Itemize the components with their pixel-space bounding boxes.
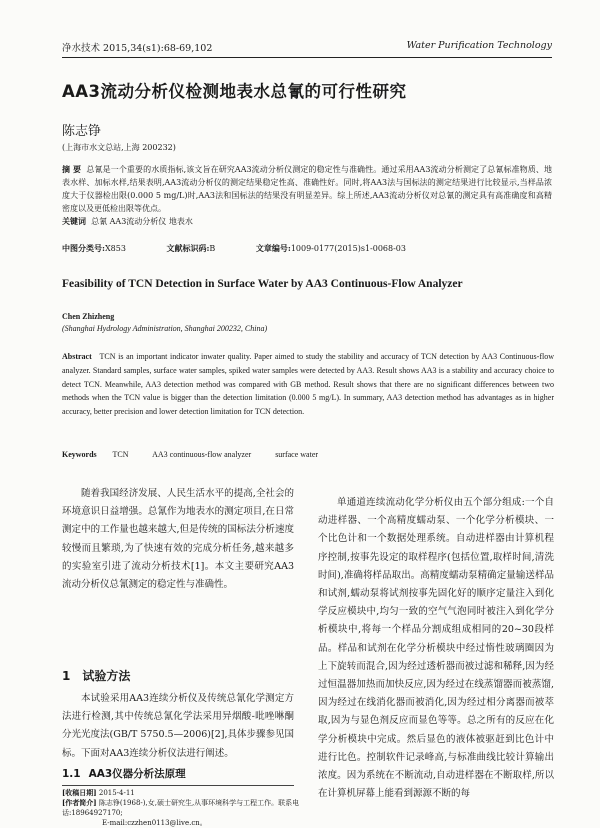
section-1-heading — [62, 667, 130, 684]
section-1-paragraph: 本试验采用AA3连续分析仪及传统总氰化学测定方法进行检测,其中传统总氰化学法采用异烟酸-吡唑啉酮分光光度法(GB/T 5750.5—2006)[2],具体步骤参见国标。下面对AA3连续分析仪法进行阐述。 — [62, 693, 294, 759]
abstract-text-en: TCN is an important indicator inwater quality. Paper aimed to study the stability and accuracy of TCN detection by AA3 Continuous-flow analyzer. Standard samples, surface water samples, spiked water samples were detected by AA3. Result shows AA3 is a stability and accuracy choice to detect TCN. Meanwhile, AA3 detection method was compared with GB method. Result shows that there are no significant differences between two methods when the TCN value is bigger than the detection limitation (0.000 5 mg/L). In summary, AA3 detection method has advantages as in higher accuracy, better precision and lower detection limitation for TCN detection. — [62, 352, 554, 417]
right-column-paragraph: 单通道连续流动化学分析仪由五个部分组成:一个自动进样器、一个高精度蠕动泵、一个化学分析模块、一个比色计和一个数据处理系统。自动进样器由计算机程序控制,按事先设定的取样程序(包括位置,取样时间,清洗时间),准确将样品取出。高精度蠕动泵精确定量输送样品和试剂,蠕动泵将试剂按事先固化好的顺序定量注入到化学反应模块中,均匀一致的空气气泡同时被注入到化学分析模块中,将每一个样品分割成组成相同的20~30段样品。样品和试剂在化学分析模块中经过惰性玻璃圈因为上下旋转而混合,因为经过透析器而被过滤和稀释,因为经过恒温器加热而加快反应,因为经过在线蒸馏器而被蒸馏,因为经过在线消化器而被消化,因为经过相分离器而被萃取,因为与显色剂反应而显色等等。总之所有的反应在化学分析模块中完成。然后显色的液体被驱赶到比色计中进行比色。控制软件记录峰高,与标准曲线比较计算输出浓度。因为系统在不断流动,自动进样器在不断取样,所以在计算机屏幕上能看到源源不断的每 — [318, 497, 554, 800]
author-bio: 陈志铮(1968-),女,硕士研究生,从事环境科学与工程工作。联系电话:18964927170; — [62, 799, 300, 817]
article-no-field: 文章编号:1009-0177(2015)s1-0068-03 — [255, 243, 406, 253]
author-en: Chen Zhizheng — [62, 312, 115, 321]
clc-field: 中图分类号:X853 — [62, 243, 126, 253]
abstract-text-cn: 总氰是一个重要的水质指标,该文旨在研究AA3流动分析仪测定的稳定性与准确性。通过采用AA3流动分析测定了总氰标准物质、地表水样、加标水样,结果表明,AA3流动分析仪的测定结果稳定性高、准确性好。同时,将AA3法与国标法的测定结果进行比较显示,当样品浓度大于仪器检出限(0.000 5 mg/L)时,AA3法和国标法的结果没有明显差异。综上所述,AA3流动分析仪对总氰的测定具有高准确度和高精密度以及更低检出限等优点。 — [62, 165, 552, 213]
section-1-title: 试验方法 — [82, 669, 131, 683]
footnote: [收稿日期] 2015-4-11 [作者简介] 陈志铮(1968-),女,硕士研究生,从事环境科学与工程工作。联系电话:18964927170; E-mail:czzhen0113@live.cn。 — [62, 785, 302, 828]
author-cn: 陈志铮 — [62, 124, 102, 139]
section-1-1-title: AA3仪器分析法原理 — [88, 768, 186, 780]
abstract-cn — [62, 163, 552, 228]
affiliation-en: (Shanghai Hydrology Administration, Shanghai 200232, China) — [62, 324, 268, 333]
left-column-intro — [62, 485, 294, 594]
journal-citation: 净水技术 2015,34(s1):68-69,102 — [62, 43, 213, 54]
abstract-label-en: Abstract — [62, 352, 92, 361]
section-1-1-heading — [62, 766, 186, 781]
header-rule — [62, 57, 552, 58]
doc-code-field: 文献标识码:B — [166, 243, 216, 253]
keyword-item: TCN — [112, 450, 129, 459]
keywords-label-en: Keywords — [62, 450, 97, 459]
right-column — [318, 494, 554, 803]
author-email: E-mail:czzhen0113@live.cn。 — [102, 819, 207, 827]
journal-name-en: Water Purification Technology — [406, 40, 552, 51]
keyword-item: AA3 continuous-flow analyzer — [152, 450, 252, 459]
article-title-en: Feasibility of TCN Detection in Surface Water by AA3 Continuous-Flow Analyzer — [62, 278, 463, 290]
affiliation-cn: (上海市水文总站,上海 200232) — [62, 143, 176, 152]
keywords-label-cn: 关键词 — [62, 217, 86, 226]
classification-row — [62, 243, 444, 254]
abstract-en — [62, 350, 554, 419]
footnote-rule — [62, 785, 294, 786]
keywords-en — [62, 450, 340, 459]
section-1-number: 1 — [62, 669, 71, 683]
intro-paragraph: 随着我国经济发展、人民生活水平的提高,全社会的环境意识日益增强。总氰作为地表水的测定项目,在日常测定中的工作量也越来越大,但是传统的国标法分析速度较慢而且繁琐,为了快速有效的完成分析任务,越来越多的实验室引进了流动分析技术[1]。本文主要研究AA3流动分析仪总氰测定的稳定性与准确性。 — [62, 488, 294, 591]
article-title-cn: AA3流动分析仪检测地表水总氰的可行性研究 — [62, 82, 407, 101]
section-1-body — [62, 690, 294, 763]
keyword-item: surface water — [275, 450, 319, 459]
keywords-cn: 总氰 AA3流动分析仪 地表水 — [91, 217, 193, 226]
section-1-1-number: 1.1 — [62, 768, 81, 780]
received-date: 2015-4-11 — [98, 789, 135, 797]
abstract-label-cn: 摘 要 — [62, 165, 82, 174]
